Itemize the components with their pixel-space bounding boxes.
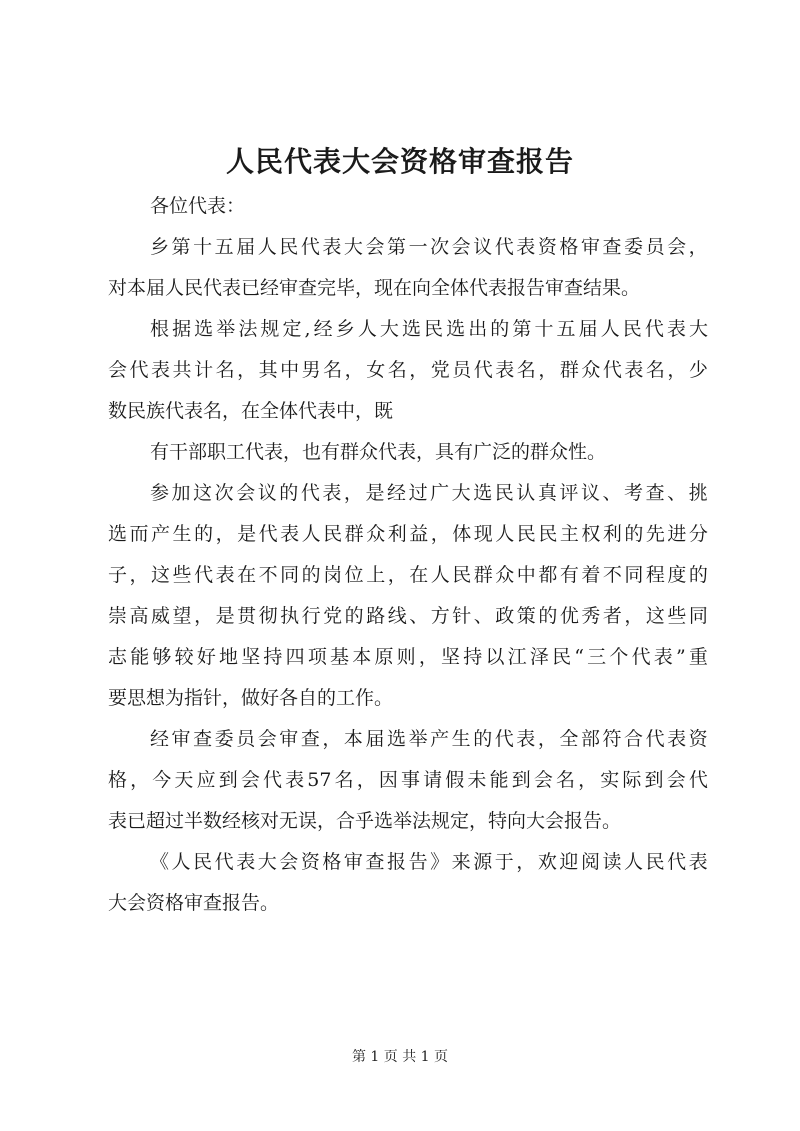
text-line: 根 据 选 举 法 规 定 , 经 乡 人 大 选 民 选 出 的 第 十 五 届 人 民 代 表 大: [150, 318, 708, 340]
document-body: [108, 186, 708, 924]
text-line: 《 人 民 代 表 大 会 资 格 审 查 报 告 》 来 源 于 ， 欢 迎 阅 读 人 民 代 表: [150, 851, 708, 873]
text-line: 参 加 这 次 会 议 的 代 表 ， 是 经 过 广 大 选 民 认 真 评 议 、 考 查 、 挑: [150, 482, 708, 504]
text-line: 格 ， 今 天 应 到 会 代 表 57 名 ， 因 事 请 假 未 能 到 会 名 ， 实 际 到 会 代: [108, 769, 708, 791]
text-line: 子 ， 这 些 代 表 在 不 同 的 岗 位 上 ， 在 人 民 群 众 中 都 有 着 不 同 程 度 的: [108, 564, 708, 586]
text-line: 各位代表：: [150, 195, 246, 217]
text-line: 大会资格审查报告。: [108, 892, 280, 914]
text-line: 对本届人民代表已经审查完毕，现在向全体代表报告审查结果。: [108, 277, 641, 299]
text-line: 要思想为指针，做好各自的工作。: [108, 687, 394, 709]
text-line: 会 代 表 共 计 名 ， 其 中 男 名 ， 女 名 ， 党 员 代 表 名 ， 群 众 代 表 名 ， 少: [108, 359, 708, 381]
text-line: 数民族代表名，在全体代表中，既: [108, 400, 394, 422]
text-line: 表已超过半数经核对无误，合乎选举法规定，特向大会报告。: [108, 810, 622, 832]
text-line: 选 而 产 生 的 ， 是 代 表 人 民 群 众 利 益 ， 体 现 人 民 民 主 权 利 的 先 进 分: [108, 523, 708, 545]
text-line: 经 审 查 委 员 会 审 查 ， 本 届 选 举 产 生 的 代 表 ， 全 部 符 合 代 表 资: [150, 728, 708, 750]
text-line: 志 能 够 较 好 地 坚 持 四 项 基 本 原 则 ， 坚 持 以 江 泽 民 “ 三 个 代 表 ” 重: [108, 646, 708, 668]
text-line: 乡 第 十 五 届 人 民 代 表 大 会 第 一 次 会 议 代 表 资 格 审 查 委 员 会 ，: [150, 236, 708, 258]
text-line: 有干部职工代表，也有群众代表，具有广泛的群众性。: [150, 441, 607, 463]
page-footer: 第 1 页 共 1 页: [351, 1049, 449, 1065]
document-title: 人民代表大会资格审查报告: [225, 145, 574, 178]
text-line: 崇 高 威 望 ， 是 贯 彻 执 行 党 的 路 线 、 方 针 、 政 策 的 优 秀 者 ， 这 些 同: [108, 605, 708, 627]
